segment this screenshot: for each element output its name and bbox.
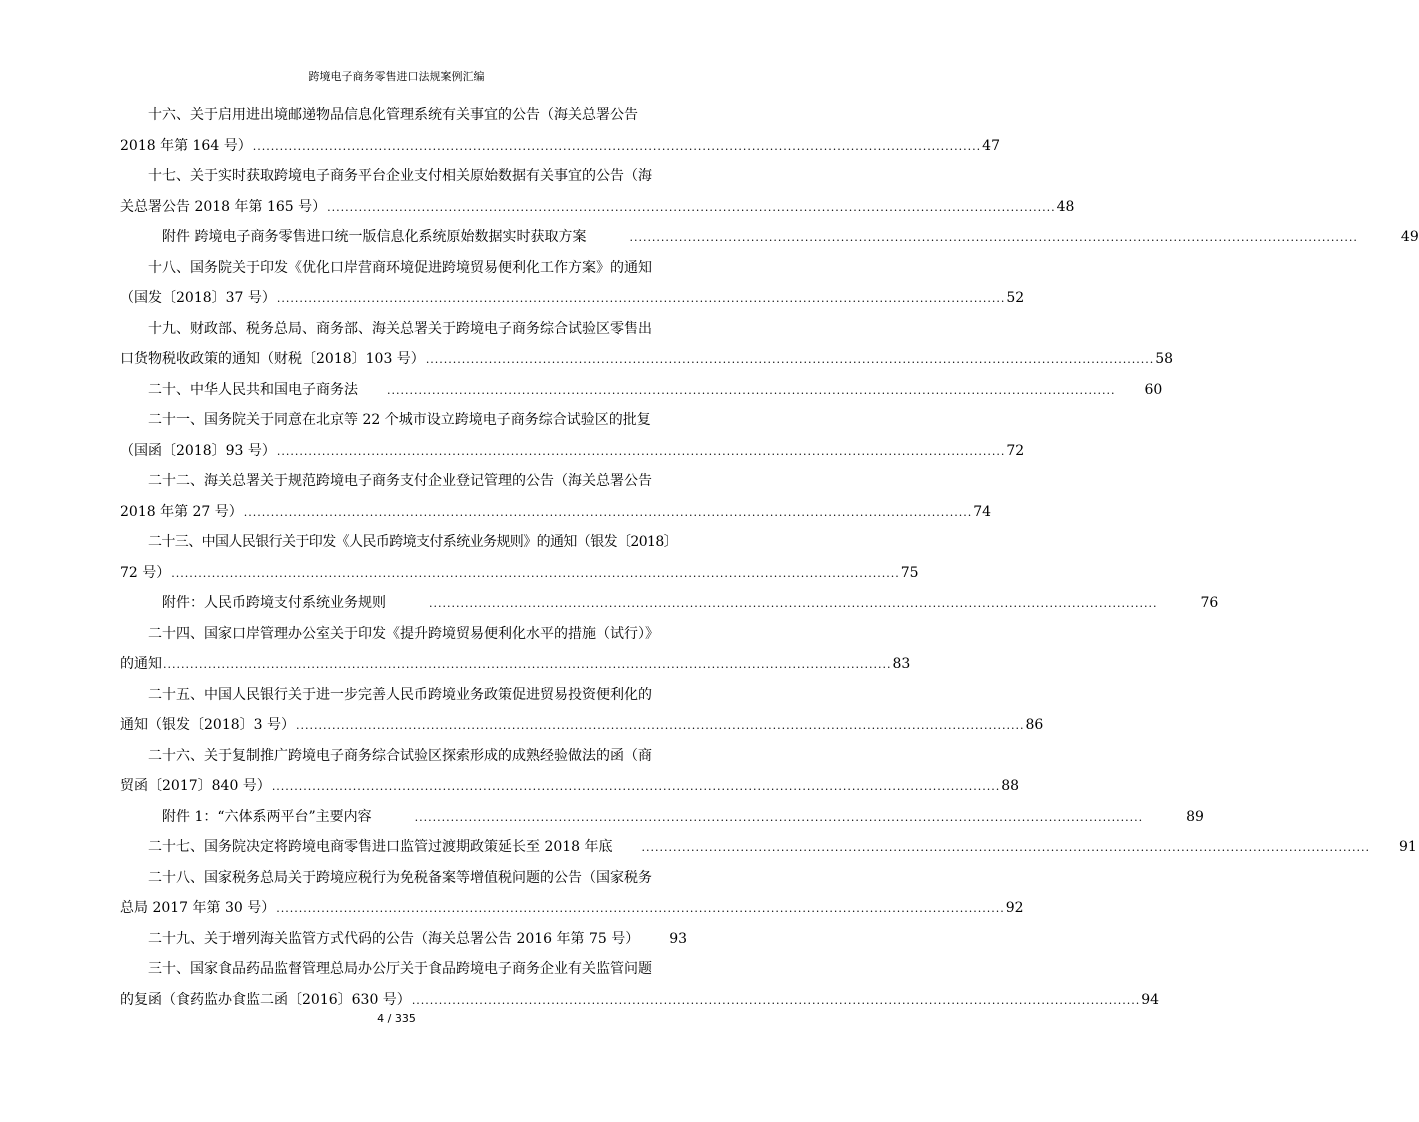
leader-dots: .................................................................................................................................................................. bbox=[252, 139, 982, 153]
toc-entry-title-cont: 总局 2017 年第 30 号） bbox=[120, 900, 276, 916]
toc-page-number: 86 bbox=[1025, 717, 1044, 733]
toc-entry-title-cont: 2018 年第 27 号） bbox=[120, 503, 243, 520]
toc-page-number: 83 bbox=[892, 656, 911, 672]
toc-entry-title-cont: （国发〔2018〕37 号） bbox=[120, 290, 276, 306]
leader-dots: .................................................................................................................................................................. bbox=[276, 902, 1005, 915]
toc-entry[interactable] bbox=[120, 225, 1419, 256]
leader-dots: .................................................................................................................................................................. bbox=[271, 780, 1001, 793]
toc-entry-title: 二十三、中国人民银行关于印发《人民币跨境支付系统业务规则》的通知（银发〔2018〕 bbox=[148, 534, 678, 550]
page-number-footer: 4 / 335 bbox=[377, 1012, 416, 1025]
toc-page-number: 94 bbox=[1141, 991, 1160, 1008]
toc-entry-title: 二十、中华人民共和国电子商务法 bbox=[148, 381, 358, 398]
toc-page-number: 75 bbox=[900, 564, 919, 581]
toc-entry[interactable] bbox=[120, 256, 1025, 317]
leader-dots: .................................................................................................................................................................. bbox=[243, 505, 973, 519]
leader-dots: .................................................................................................................................................................. bbox=[327, 200, 1056, 214]
toc-entry-title: 十六、关于启用进出境邮递物品信息化管理系统有关事宜的公告（海关总署公告 bbox=[148, 107, 638, 123]
toc-entry[interactable] bbox=[120, 866, 1024, 927]
toc-entry-title: 二十六、关于复制推广跨境电子商务综合试验区探索形成的成熟经验做法的函（商 bbox=[148, 747, 652, 764]
toc-page-number: 76 bbox=[1200, 595, 1219, 611]
leader-dots: .................................................................................................................................................................. bbox=[641, 841, 1370, 854]
toc-entry-title: 二十二、海关总署关于规范跨境电子商务支付企业登记管理的公告（海关总署公告 bbox=[148, 473, 652, 489]
running-header: 跨境电子商务零售进口法规案例汇编 bbox=[308, 70, 485, 83]
toc-page-number: 58 bbox=[1155, 351, 1174, 367]
leader-dots: .................................................................................................................................................................. bbox=[276, 444, 1006, 458]
toc-entry-title-cont: 口货物税收政策的通知（财税〔2018〕103 号） bbox=[120, 351, 425, 367]
toc-entry[interactable] bbox=[120, 927, 688, 958]
leader-dots: .................................................................................................................................................................. bbox=[429, 597, 1158, 610]
toc-page-number: 52 bbox=[1006, 290, 1025, 306]
toc-entry[interactable] bbox=[120, 317, 1174, 378]
toc-page-number: 89 bbox=[1186, 808, 1204, 825]
leader-dots: .................................................................................................................................................................. bbox=[414, 810, 1144, 824]
toc-entry-title-cont: 关总署公告 2018 年第 165 号） bbox=[120, 198, 327, 215]
toc-entry-title-cont: 72 号） bbox=[120, 564, 171, 581]
toc-page-number: 47 bbox=[982, 137, 1000, 154]
toc-entry[interactable] bbox=[120, 378, 1163, 409]
toc-entry[interactable] bbox=[120, 805, 1204, 836]
toc-entry[interactable] bbox=[120, 530, 919, 591]
toc-page-number: 72 bbox=[1006, 442, 1025, 459]
toc-entry-title-cont: 贸函〔2017〕840 号） bbox=[120, 778, 271, 794]
toc-entry[interactable] bbox=[120, 957, 1160, 1018]
toc-entry-title: 附件：人民币跨境支付系统业务规则 bbox=[162, 595, 386, 611]
leader-dots: .................................................................................................................................................................. bbox=[425, 353, 1155, 366]
leader-dots: .................................................................................................................................................................. bbox=[163, 658, 892, 671]
toc-page-number: 88 bbox=[1001, 778, 1020, 794]
toc-page-number: 92 bbox=[1005, 900, 1024, 916]
toc-entry-title-cont: （国函〔2018〕93 号） bbox=[120, 442, 276, 459]
leader-dots: .................................................................................................................................................................. bbox=[411, 993, 1141, 1007]
table-of-contents bbox=[120, 103, 1419, 1018]
toc-page-number: 91 bbox=[1398, 839, 1417, 855]
toc-entry-title: 附件 1：“六体系两平台”主要内容 bbox=[162, 808, 372, 825]
toc-entry-title: 附件 跨境电子商务零售进口统一版信息化系统原始数据实时获取方案 bbox=[162, 229, 587, 245]
toc-entry-title: 二十一、国务院关于同意在北京等 22 个城市设立跨境电子商务综合试验区的批复 bbox=[148, 412, 651, 428]
toc-entry[interactable] bbox=[120, 164, 1075, 225]
leader-dots: .................................................................................................................................................................. bbox=[171, 566, 900, 580]
toc-page-number: 74 bbox=[973, 503, 992, 520]
toc-entry-title: 二十五、中国人民银行关于进一步完善人民币跨境业务政策促进贸易投资便利化的 bbox=[148, 686, 652, 703]
toc-entry-title-cont: 2018 年第 164 号） bbox=[120, 137, 252, 154]
toc-entry-title: 十八、国务院关于印发《优化口岸营商环境促进跨境贸易便利化工作方案》的通知 bbox=[148, 259, 652, 276]
toc-entry[interactable] bbox=[120, 469, 992, 530]
leader-dots: .................................................................................................................................................................. bbox=[629, 231, 1358, 244]
toc-entry-title: 二十九、关于增列海关监管方式代码的公告（海关总署公告 2016 年第 75 号） bbox=[148, 930, 640, 947]
toc-entry-title: 三十、国家食品药品监督管理总局办公厅关于食品跨境电子商务企业有关监管问题 bbox=[148, 961, 652, 977]
leader-dots: .................................................................................................................................................................. bbox=[387, 383, 1116, 397]
toc-entry[interactable] bbox=[120, 835, 1417, 866]
toc-entry[interactable] bbox=[120, 103, 1000, 164]
toc-entry-title: 二十七、国务院决定将跨境电商零售进口监管过渡期政策延长至 2018 年底 bbox=[148, 839, 613, 855]
leader-dots: .................................................................................................................................................................. bbox=[276, 292, 1006, 305]
toc-page-number: 48 bbox=[1056, 198, 1075, 215]
toc-entry-title: 二十八、国家税务总局关于跨境应税行为免税备案等增值税问题的公告（国家税务 bbox=[148, 869, 652, 886]
toc-entry[interactable] bbox=[120, 591, 1219, 622]
toc-entry-title: 十九、财政部、税务总局、商务部、海关总署关于跨境电子商务综合试验区零售出 bbox=[148, 320, 652, 337]
leader-dots: .................................................................................................................................................................. bbox=[296, 719, 1025, 732]
toc-page-number: 93 bbox=[669, 930, 688, 947]
toc-page-number: 60 bbox=[1144, 381, 1163, 398]
toc-entry[interactable] bbox=[120, 744, 1020, 805]
toc-entry[interactable] bbox=[120, 408, 1025, 469]
toc-entry-title-cont: 的复函（食药监办食监二函〔2016〕630 号） bbox=[120, 991, 411, 1008]
toc-entry[interactable] bbox=[120, 622, 911, 683]
toc-page-number: 49 bbox=[1400, 229, 1419, 245]
toc-entry[interactable] bbox=[120, 683, 1044, 744]
toc-entry-title-cont: 通知（银发〔2018〕3 号） bbox=[120, 717, 295, 733]
toc-entry-title: 十七、关于实时获取跨境电子商务平台企业支付相关原始数据有关事宜的公告（海 bbox=[148, 168, 652, 184]
toc-entry-title: 二十四、国家口岸管理办公室关于印发《提升跨境贸易便利化水平的措施（试行）》 bbox=[148, 625, 659, 642]
toc-entry-title-cont: 的通知 bbox=[120, 656, 162, 672]
